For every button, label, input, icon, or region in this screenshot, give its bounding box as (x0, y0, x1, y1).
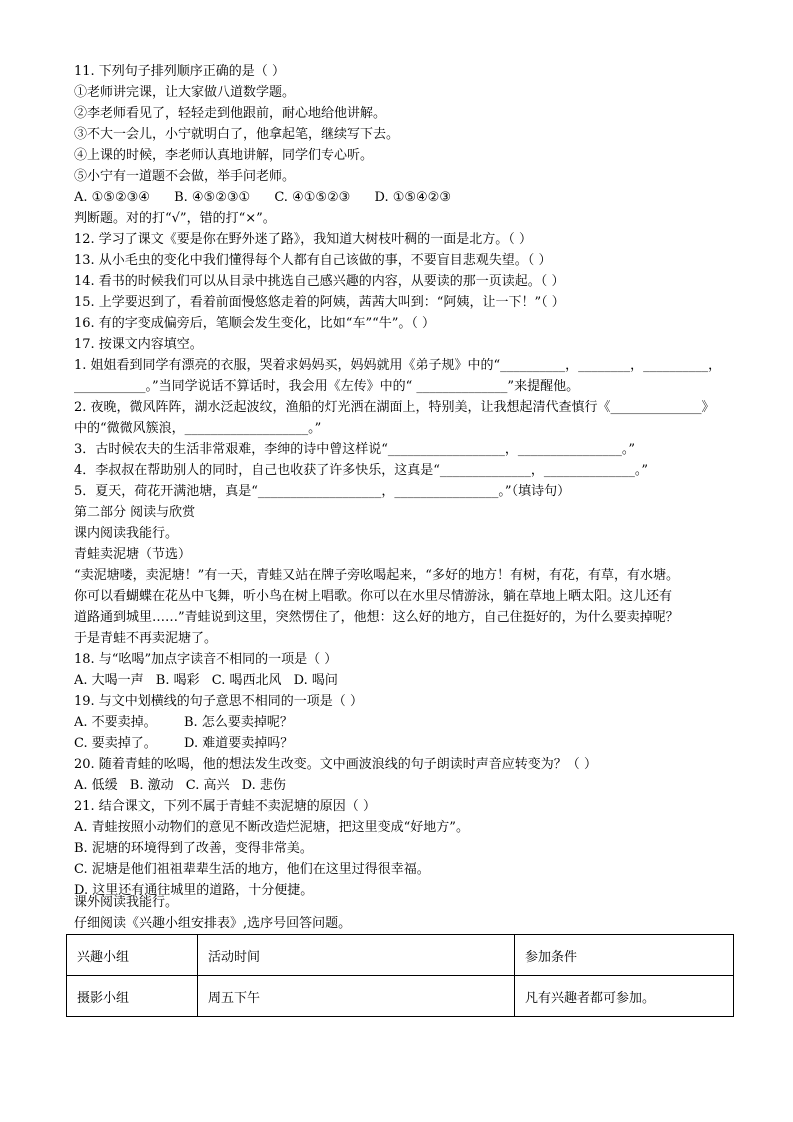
q18-option-b[interactable]: B. 喝彩 (155, 673, 200, 688)
q11-options (74, 187, 733, 208)
story-line-4: 于是青蛙不再卖泥塘了。 (74, 631, 218, 646)
q17-item-1a: 1. 姐姐看到同学有漂亮的衣服，哭着求妈妈买，妈妈就用《弟子规》中的“__________，________，__________， (74, 358, 722, 373)
table-row (67, 976, 734, 1017)
table-header-cell: 活动时间 (198, 935, 515, 976)
q19-option-a[interactable]: A. 不要卖掉。 (74, 715, 157, 730)
q17-item-1b: ___________。”当同学说话不算话时，我会用《左传》中的“ ______________”来提醒他。 (74, 379, 580, 394)
q17-item-4: 4．李叔叔在帮助别人的同时，自己也收获了许多快乐，这真是“______________，______________。” (74, 463, 649, 478)
table-header-cell: 参加条件 (515, 935, 734, 976)
table-cell: 摄影小组 (67, 976, 198, 1017)
q11-sentence-1: ①老师讲完课，让大家做八道数学题。 (74, 85, 296, 100)
q20-stem: 20. 随着青蛙的吆喝，他的想法发生改变。文中画波浪线的句子朗读时声音应转变为？（ ） (74, 757, 597, 772)
q15: 15. 上学要迟到了，看着前面慢悠悠走着的阿姨，茜茜大叫到：“阿姨，让一下！”（ ） (74, 295, 565, 310)
table-cell: 周五下午 (198, 976, 515, 1017)
q18-stem: 18. 与“吆喝”加点字读音不相同的一项是（ ） (74, 652, 338, 667)
q17-item-5: 5．夏天，荷花开满池塘，真是“___________________，________________。”（填诗句） (74, 484, 571, 499)
q20-option-d[interactable]: D. 悲伤 (241, 778, 286, 793)
outclass-instruction: 仔细阅读《兴趣小组安排表》,选序号回答问题。 (74, 916, 352, 931)
q18-options (74, 670, 733, 691)
q13: 13. 从小毛虫的变化中我们懂得每个人都有自己该做的事，不要盲目悲观失望。（ ） (74, 253, 552, 268)
q12: 12. 学习了课文《要是你在野外迷了路》，我知道大树枝叶稠的一面是北方。（ ） (74, 232, 532, 247)
q21-option-c[interactable]: C. 泥塘是他们祖祖辈辈生活的地方，他们在这里过得很幸福。 (74, 862, 430, 877)
q17-item-2b: 中的“微微风簇浪，___________________。” (74, 421, 322, 436)
q19-row-2 (74, 733, 733, 754)
q16: 16. 有的字变成偏旁后，笔顺会发生变化，比如“车”“牛”。（ ） (74, 316, 436, 331)
q20-option-c[interactable]: C. 高兴 (185, 778, 230, 793)
q18-option-a[interactable]: A. 大喝一声 (74, 673, 144, 688)
q11-sentence-5: ⑤小宁有一道题不会做，举手问老师。 (74, 169, 296, 184)
q17-item-2a: 2. 夜晚，微风阵阵，湖水泛起波纹，渔船的灯光洒在湖面上，特别美，让我想起清代查慎行《______________》 (74, 400, 715, 415)
q19-option-b[interactable]: B. 怎么要卖掉呢？ (184, 715, 293, 730)
table-header-cell: 兴趣小组 (67, 935, 198, 976)
q11-sentence-3: ③不大一会儿，小宁就明白了，他拿起笔，继续写下去。 (74, 127, 400, 142)
story-title: 青蛙卖泥塘（节选） (74, 547, 192, 562)
q21-option-b[interactable]: B. 泥塘的环境得到了改善，变得非常美。 (74, 841, 313, 856)
q19-row-1 (74, 712, 733, 733)
q14: 14. 看书的时候我们可以从目录中挑选自己感兴趣的内容，从要读的那一页读起。（ ） (74, 274, 565, 289)
q20-option-a[interactable]: A. 低缓 (74, 778, 118, 793)
q19-option-d[interactable]: D. 难道要卖掉吗？ (184, 736, 294, 751)
q21-option-a[interactable]: A. 青蛙按照小动物们的意见不断改造烂泥塘，把这里变成“好地方”。 (74, 820, 469, 835)
q18-option-d[interactable]: D. 喝问 (293, 673, 338, 688)
q17-title: 17. 按课文内容填空。 (74, 337, 203, 352)
q21-stem: 21. 结合课文，下列不属于青蛙不卖泥塘的原因（ ） (74, 799, 376, 814)
story-line-3: 道路通到城里……”青蛙说到这里，突然愣住了，他想：这么好的地方，自己住挺好的，为什么要卖掉呢？ (74, 610, 679, 625)
judge-intro: 判断题。对的打“√”，错的打“×”。 (74, 211, 276, 226)
q19-stem: 19. 与文中划横线的句子意思不相同的一项是（ ） (74, 694, 363, 709)
outclass-heading: 课外阅读我能行。 (74, 895, 179, 910)
q18-option-c[interactable]: C. 喝西北风 (211, 673, 282, 688)
q11-option-b[interactable]: B. ④⑤②③① (174, 190, 251, 205)
q19-option-c[interactable]: C. 要卖掉了。 (74, 736, 157, 751)
interest-group-table (66, 934, 734, 1017)
q20-options (74, 775, 733, 796)
q21-option-d[interactable]: D. 这里还有通往城里的道路，十分便捷。 (74, 883, 314, 898)
inclass-heading: 课内阅读我能行。 (74, 526, 179, 541)
part2-title: 第二部分 阅读与欣赏 (74, 505, 196, 520)
table-header-row (67, 935, 734, 976)
story-line-2: 你可以看蝴蝶在花丛中飞舞，听小鸟在树上唱歌。你可以在水里尽情游泳，躺在草地上晒太阳。这儿还有 (74, 589, 673, 604)
q17-item-3: 3．古时候农夫的生活非常艰难，李绅的诗中曾这样说“__________________，________________。” (74, 442, 636, 457)
q11-sentence-4: ④上课的时候，李老师认真地讲解，同学们专心听。 (74, 148, 374, 163)
q11-stem: 11. 下列句子排列顺序正确的是（ ） (74, 64, 285, 79)
q11-option-a[interactable]: A. ①⑤②③④ (74, 190, 150, 205)
q11-option-d[interactable]: D. ①⑤④②③ (374, 190, 451, 205)
q11-sentence-2: ②李老师看见了，轻轻走到他跟前，耐心地给他讲解。 (74, 106, 387, 121)
story-line-1: “卖泥塘喽，卖泥塘！”有一天，青蛙又站在牌子旁吆喝起来，“多好的地方！有树，有花，有草，有水塘。 (74, 568, 679, 583)
q20-option-b[interactable]: B. 激动 (129, 778, 174, 793)
q11-option-c[interactable]: C. ④①⑤②③ (274, 190, 351, 205)
table-cell: 凡有兴趣者都可参加。 (515, 976, 734, 1017)
